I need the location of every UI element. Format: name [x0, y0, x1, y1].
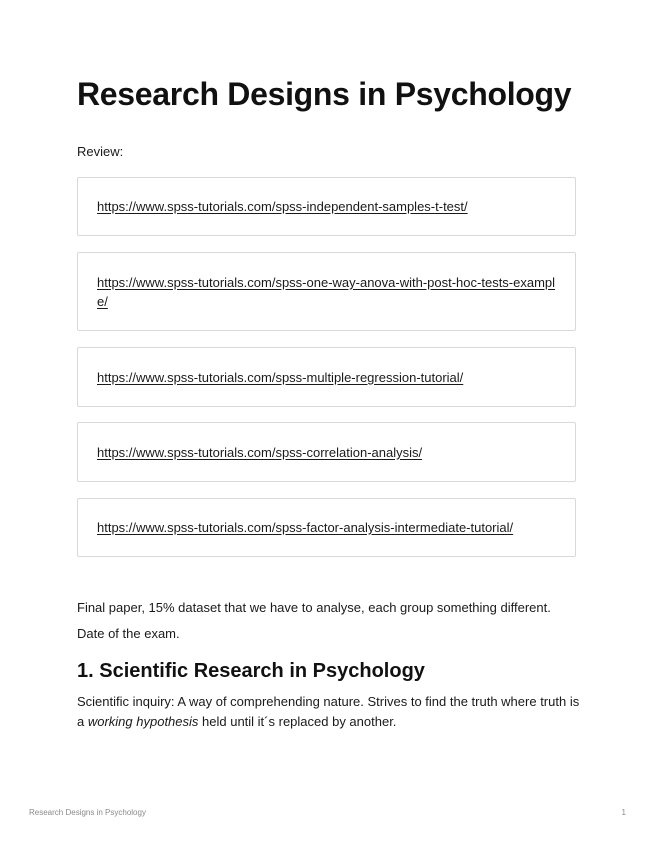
scientific-inquiry-paragraph — [77, 692, 582, 732]
link-anova[interactable]: https://www.spss-tutorials.com/spss-one-way-anova-with-post-hoc-tests-example/ — [97, 274, 556, 309]
link-card-regression — [77, 347, 576, 407]
review-label: Review: — [77, 144, 124, 159]
link-factor-analysis[interactable]: https://www.spss-tutorials.com/spss-factor-analysis-intermediate-tutorial/ — [97, 520, 514, 535]
link-card-factor-analysis — [77, 498, 576, 557]
footer-doc-name: Research Designs in Psychology — [29, 808, 146, 817]
link-t-test[interactable]: https://www.spss-tutorials.com/spss-independent-samples-t-test/ — [97, 199, 468, 214]
exam-date-paragraph: Date of the exam. — [77, 626, 180, 641]
link-correlation[interactable]: https://www.spss-tutorials.com/spss-correlation-analysis/ — [97, 444, 423, 460]
final-paper-paragraph: Final paper, 15% dataset that we have to analyse, each group something different. — [77, 600, 551, 615]
inquiry-text-before: Scientific inquiry: A way of comprehending nature. Strives to find the truth where truth is a — [77, 694, 580, 729]
section-heading: 1. Scientific Research in Psychology — [77, 660, 425, 682]
inquiry-text-after: held until it´s replaced by another. — [198, 714, 397, 729]
link-regression[interactable]: https://www.spss-tutorials.com/spss-multiple-regression-tutorial/ — [97, 369, 464, 385]
page-title: Research Designs in Psychology — [77, 76, 572, 112]
inquiry-emphasis: working hypothesis — [87, 714, 199, 729]
link-card-t-test — [77, 177, 576, 236]
footer-page-number: 1 — [621, 808, 626, 817]
link-card-anova — [77, 252, 576, 331]
link-card-correlation — [77, 422, 576, 482]
